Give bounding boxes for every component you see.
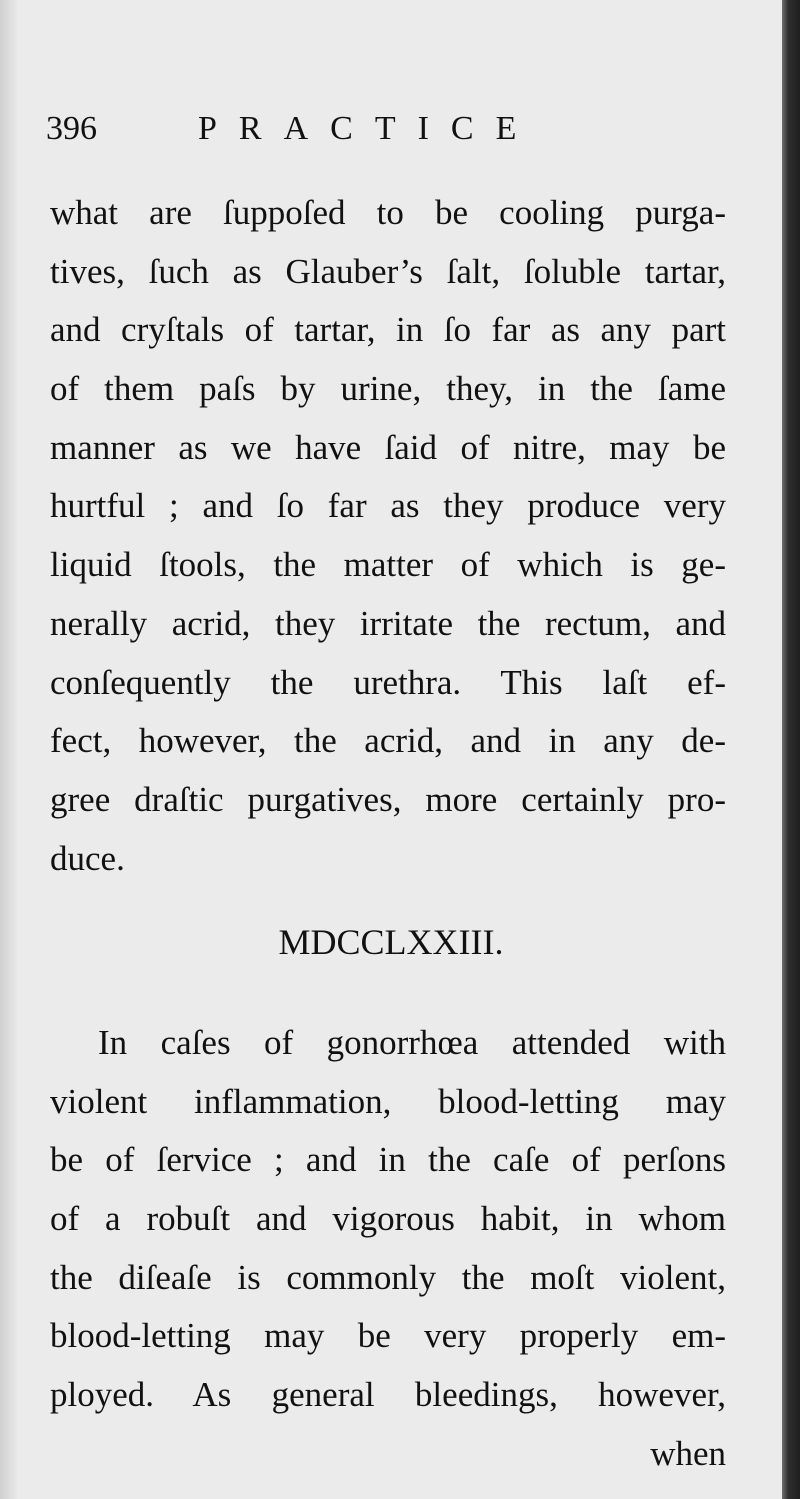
paragraph-1: [50, 184, 726, 888]
text-line: manner as we have ſaid of nitre, may be: [50, 427, 726, 467]
spine-shadow: [0, 0, 18, 1499]
text-line: violent inflammation, blood-letting may: [50, 1081, 726, 1121]
text-line: ployed. As general bleedings, however,: [50, 1375, 726, 1415]
text-line: duce.: [50, 838, 125, 878]
page-number: 396: [46, 110, 97, 147]
text-line: In caſes of gonorrhœa attended with: [98, 1023, 726, 1062]
section-heading: MDCCLXXIII.: [278, 922, 504, 962]
text-line: tives, ſuch as Glauber’s ſalt, ſoluble tartar,: [50, 251, 726, 291]
text-line: nerally acrid, they irritate the rectum, and: [50, 603, 726, 643]
catchword: when: [650, 1433, 726, 1473]
paragraph-2: [50, 1014, 726, 1484]
running-head: PRACTICE: [198, 110, 539, 147]
page-header: [46, 104, 746, 154]
text-line: of a robuſt and vigorous habit, in whom: [50, 1199, 726, 1239]
text-line: what are ſuppoſed to be cooling purga-: [50, 193, 726, 232]
text-line: conſequently the urethra. This laſt ef-: [50, 662, 726, 702]
text-line: and cryſtals of tartar, in ſo far as any part: [50, 310, 726, 350]
page-edge: [782, 0, 800, 1499]
text-line: be of ſervice ; and in the caſe of perſons: [50, 1140, 726, 1180]
text-line: fect, however, the acrid, and in any de-: [50, 721, 726, 761]
text-line: blood-letting may be very properly em-: [50, 1316, 726, 1356]
text-line: liquid ſtools, the matter of which is ge-: [50, 545, 726, 585]
text-line: the diſeaſe is commonly the moſt violent,: [50, 1257, 726, 1297]
text-line: hurtful ; and ſo far as they produce very: [50, 486, 726, 526]
text-line: of them paſs by urine, they, in the ſame: [50, 369, 726, 409]
text-line: gree draſtic purgatives, more certainly pro-: [50, 779, 726, 819]
